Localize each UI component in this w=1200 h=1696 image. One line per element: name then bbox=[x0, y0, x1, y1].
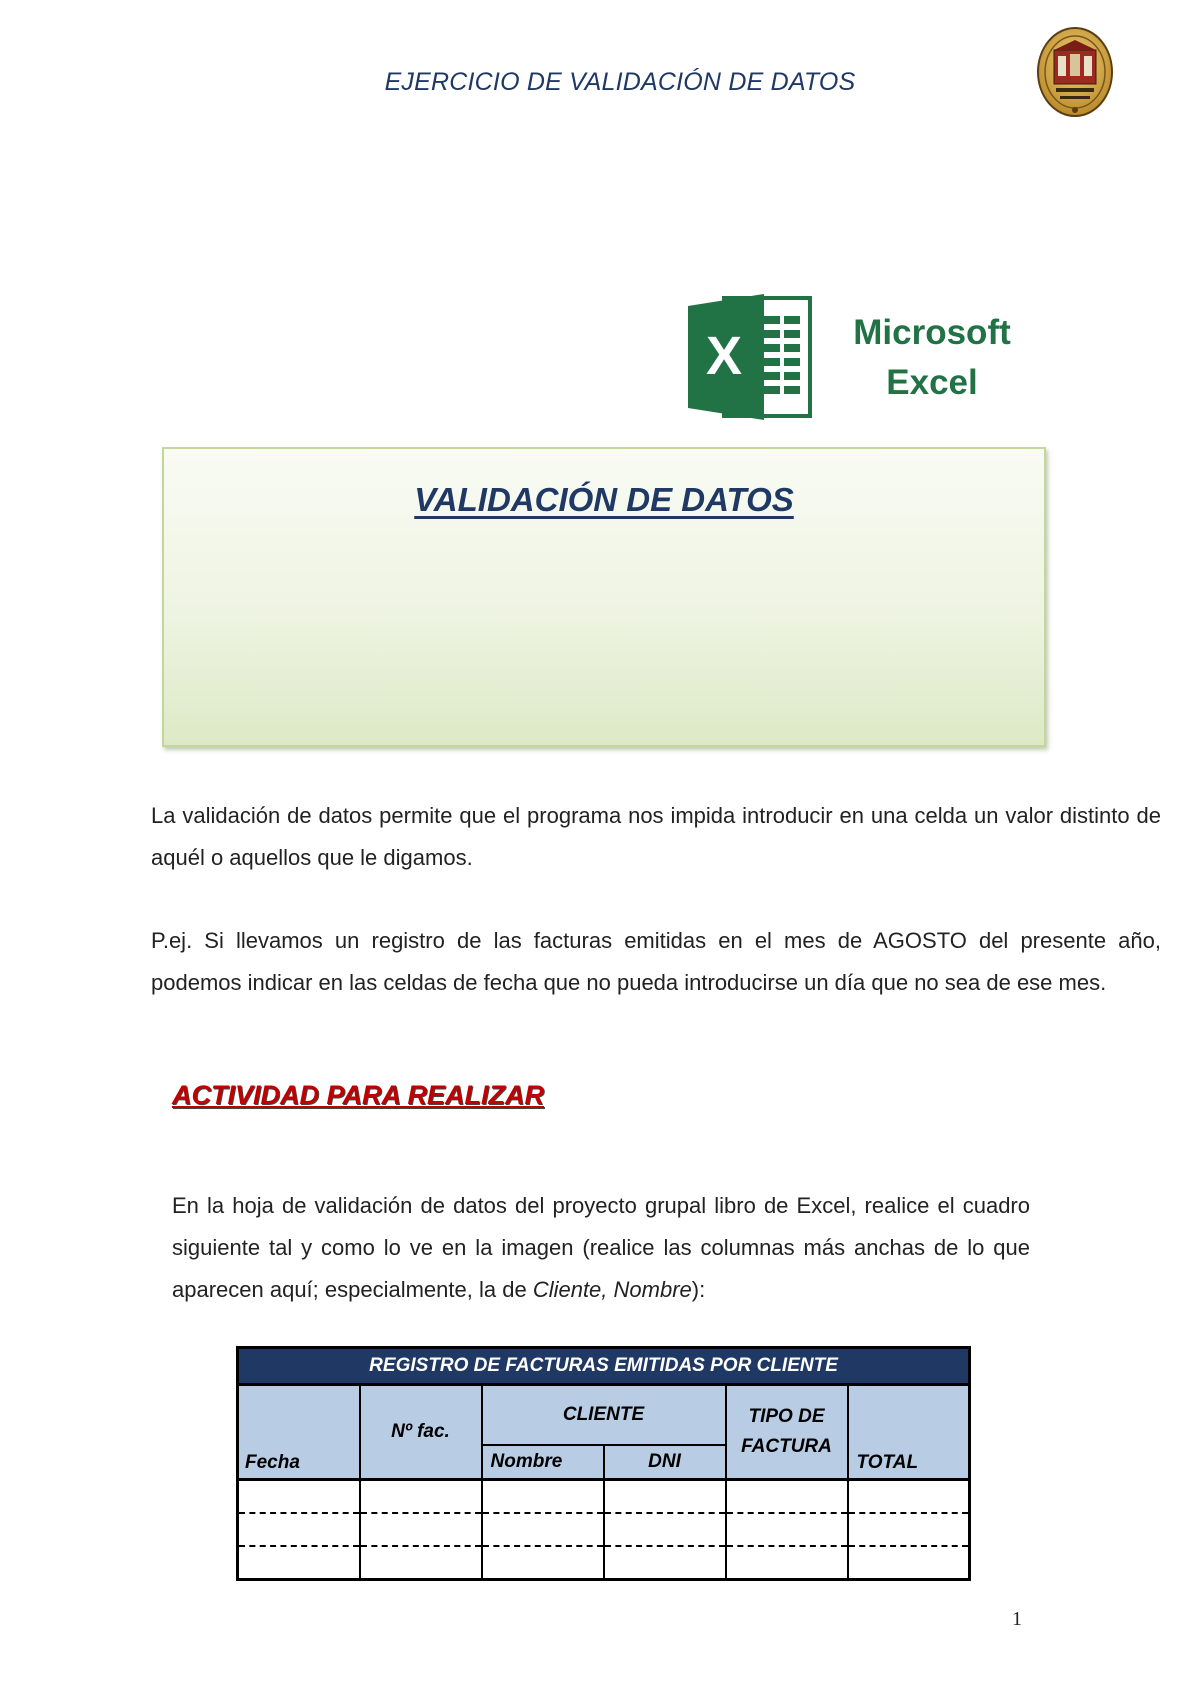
excel-wordmark-line1: Microsoft bbox=[853, 313, 1011, 352]
institution-seal-icon bbox=[1036, 26, 1114, 118]
activity-instructions bbox=[172, 1185, 1030, 1311]
table-cell[interactable] bbox=[604, 1546, 726, 1580]
table-cell[interactable] bbox=[482, 1480, 604, 1514]
table-cell[interactable] bbox=[726, 1513, 848, 1546]
table-cell[interactable] bbox=[482, 1513, 604, 1546]
example-paragraph: P.ej. Si llevamos un registro de las facturas emitidas en el mes de AGOSTO del presente año, podemos indicar en las celdas de fecha que no pueda introducirse un día que no sea de ese mes. bbox=[151, 928, 1161, 995]
page-number: 1 bbox=[1012, 1608, 1022, 1630]
header-nombre: Nombre bbox=[482, 1445, 604, 1480]
activity-text-part2: ): bbox=[691, 1277, 706, 1302]
table-cell[interactable] bbox=[848, 1480, 970, 1514]
activity-heading: ACTIVIDAD PARA REALIZAR bbox=[172, 1080, 544, 1110]
table-cell[interactable] bbox=[848, 1513, 970, 1546]
table-cell[interactable] bbox=[604, 1480, 726, 1514]
title-box bbox=[162, 447, 1046, 747]
table-cell[interactable] bbox=[360, 1546, 482, 1580]
table-cell[interactable] bbox=[848, 1546, 970, 1580]
table-cell[interactable] bbox=[604, 1513, 726, 1546]
header-fecha: Fecha bbox=[238, 1385, 360, 1480]
excel-wordmark bbox=[832, 308, 1032, 408]
excel-logo-letter: X bbox=[705, 326, 743, 386]
page-header-title: EJERCICIO DE VALIDACIÓN DE DATOS bbox=[384, 68, 856, 96]
header-num-fac: Nº fac. bbox=[360, 1385, 482, 1480]
table-row bbox=[238, 1480, 970, 1514]
excel-wordmark-line2: Excel bbox=[886, 363, 978, 402]
table-cell[interactable] bbox=[238, 1546, 360, 1580]
intro-paragraph: La validación de datos permite que el programa nos impida introducir en una celda un valor distinto de aquél o aquellos que le digamos. bbox=[151, 803, 1161, 870]
table-row bbox=[238, 1513, 970, 1546]
excel-logo-icon bbox=[684, 294, 814, 420]
header-cliente: CLIENTE bbox=[482, 1385, 726, 1446]
table-cell[interactable] bbox=[482, 1546, 604, 1580]
table-cell[interactable] bbox=[238, 1513, 360, 1546]
table-cell[interactable] bbox=[726, 1546, 848, 1580]
header-tipo-factura: TIPO DE FACTURA bbox=[726, 1385, 848, 1480]
table-title: REGISTRO DE FACTURAS EMITIDAS POR CLIENTE bbox=[238, 1348, 970, 1385]
header-total: TOTAL bbox=[848, 1385, 970, 1480]
table-cell[interactable] bbox=[360, 1513, 482, 1546]
header-dni: DNI bbox=[604, 1445, 726, 1480]
table-cell[interactable] bbox=[360, 1480, 482, 1514]
title-box-heading: VALIDACIÓN DE DATOS bbox=[414, 481, 794, 518]
activity-text-part1: En la hoja de validación de datos del proyecto grupal libro de Excel, realice el cuadro siguiente tal y como lo ve en la imagen (realice las columnas más anchas de lo que aparecen aquí; especialmente, la de bbox=[172, 1193, 1030, 1302]
invoice-register-table bbox=[236, 1346, 971, 1581]
activity-text-italic: Cliente, Nombre bbox=[532, 1277, 692, 1302]
table-row bbox=[238, 1546, 970, 1580]
table-cell[interactable] bbox=[238, 1480, 360, 1514]
table-cell[interactable] bbox=[726, 1480, 848, 1514]
